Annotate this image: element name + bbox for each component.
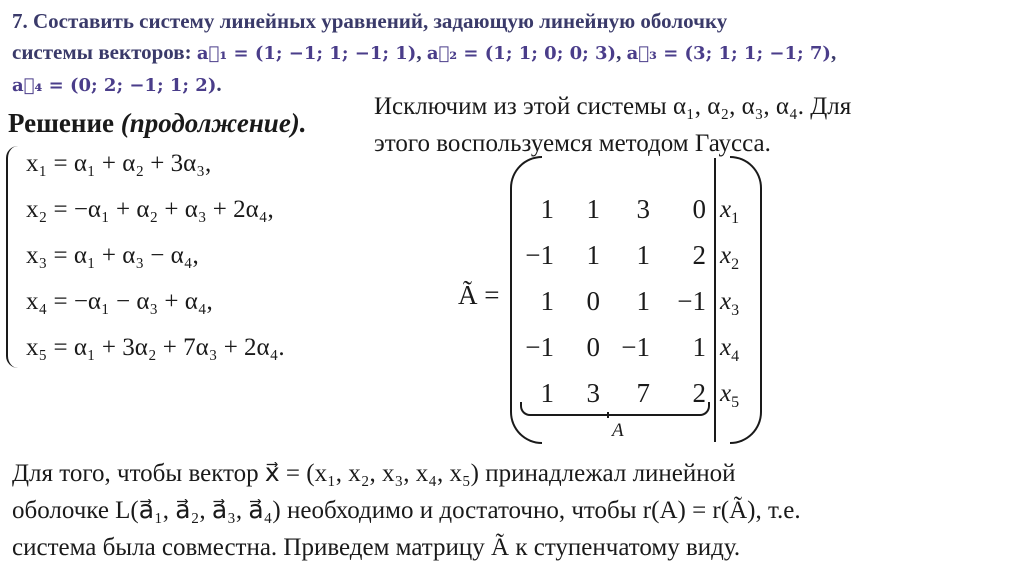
matrix-cell: 2 — [692, 378, 706, 408]
solution-title-continued: (продолжение). — [120, 108, 307, 138]
matrix-cell: 1 — [636, 286, 650, 316]
matrix-cell: 1 — [636, 240, 650, 270]
underbrace-label: A — [612, 420, 624, 441]
vector-a2: a⃗₂ = (1; 1; 0; 0; 3) — [426, 43, 617, 64]
problem-vectors-label: системы векторов: — [12, 40, 197, 64]
rhs-cell: $x_3$ — [720, 288, 740, 319]
matrix-cell: −1 — [677, 286, 706, 316]
rhs-cell: $x_2$ — [720, 242, 740, 273]
matrix-cell: 1 — [540, 194, 554, 224]
matrix-cell: 1 — [586, 194, 600, 224]
gauss-line-1: Исключим из этой системы α₁, α₂, α₃, α₄. Для — [374, 93, 852, 120]
gauss-text — [374, 88, 974, 162]
matrix-cell: −1 — [525, 332, 554, 362]
bottom-line-2: оболочке L(a⃗₁, a⃗₂, a⃗₃, a⃗₄) необходимо и достаточно, чтобы r(A) = r(Ã), т.е. — [12, 497, 801, 524]
bottom-line-1: Для того, чтобы вектор x⃗ = (x₁, x₂, x₃, x₄, x₅) принадлежал линейной — [12, 460, 736, 487]
rhs-cell: $x_4$ — [720, 334, 740, 365]
problem-line-1: 7. Составить систему линейных уравнений, задающую линейную оболочку — [12, 9, 728, 33]
matrix-cell: 0 — [586, 332, 600, 362]
matrix-cell: 1 — [692, 332, 706, 362]
solution-title — [8, 108, 307, 139]
matrix-cell: 3 — [636, 194, 650, 224]
rhs-cell: $x_5$ — [720, 380, 740, 411]
problem-statement — [12, 6, 1012, 101]
matrix-cell: −1 — [621, 332, 650, 362]
matrix-cell: 7 — [636, 378, 650, 408]
gauss-line-2: этого воспользуемся методом Гаусса. — [374, 130, 771, 157]
equation-3: x₃ = α₁ + α₃ − α₄, — [26, 242, 199, 269]
rhs-cell: $x_1$ — [720, 196, 740, 227]
problem-line-3: a⃗₄ = (0; 2; −1; 1; 2). — [12, 72, 222, 96]
equation-5: x₅ = α₁ + 3α₂ + 7α₃ + 2α₄. — [26, 334, 285, 361]
problem-line-2: системы векторов: a⃗₁ = (1; −1; 1; −1; 1), a⃗₂ = (1; 1; 0; 0; 3), a⃗₃ = (3; 1; 1; −1; 7), — [12, 40, 837, 64]
bottom-paragraph — [12, 455, 1007, 566]
matrix-cell: 3 — [586, 378, 600, 408]
matrix-cell: 1 — [540, 378, 554, 408]
vector-a4: a⃗₄ = (0; 2; −1; 1; 2) — [12, 75, 217, 96]
underbrace-tip — [607, 412, 619, 418]
equation-4: x₄ = −α₁ − α₃ + α₄, — [26, 288, 213, 315]
matrix-cell: 2 — [692, 240, 706, 270]
matrix-cell: 1 — [586, 240, 600, 270]
vector-a1: a⃗₁ = (1; −1; 1; −1; 1) — [196, 43, 417, 64]
solution-title-main: Решение — [8, 108, 114, 138]
matrix-cell: −1 — [525, 240, 554, 270]
vector-a3: a⃗₃ = (3; 1; 1; −1; 7) — [626, 43, 831, 64]
equation-2: x₂ = −α₁ + α₂ + α₃ + 2α₄, — [26, 196, 274, 223]
matrix-cell: 1 — [540, 286, 554, 316]
matrix-cell: 0 — [586, 286, 600, 316]
augment-bar — [714, 158, 716, 442]
matrix-cell: 0 — [692, 194, 706, 224]
matrix-label: Ã = — [458, 280, 500, 310]
equation-1: x₁ = α₁ + α₂ + 3α₃, — [26, 150, 212, 177]
system-brace — [6, 146, 22, 368]
bottom-line-3: система была совместна. Приведем матрицу Ã к ступенчатому виду. — [12, 534, 741, 561]
